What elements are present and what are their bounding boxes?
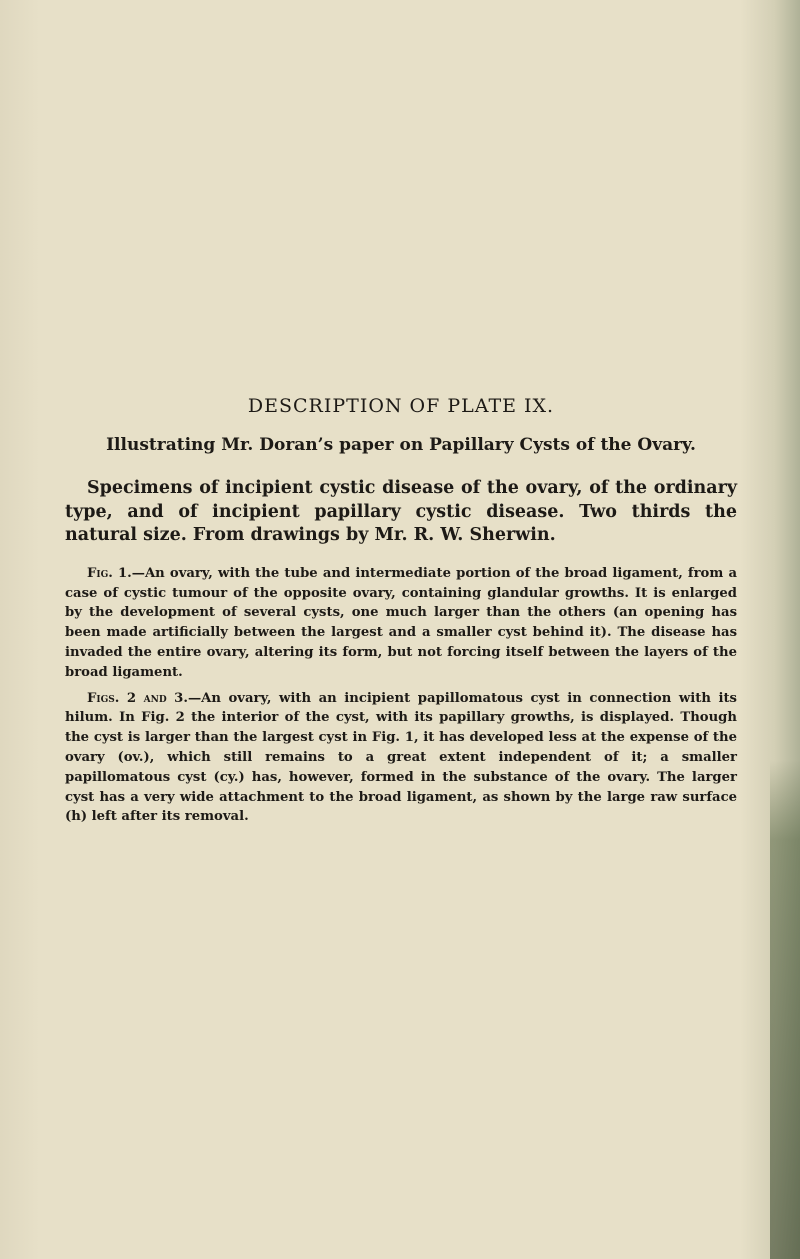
figure-1-label: Fig. 1. (87, 565, 132, 581)
figures-2-3-label: Figs. 2 and 3. (87, 690, 188, 706)
plate-intro: Specimens of incipient cystic disease of the ovary, of the ordinary type, and of incipient papillary cystic disease. Two thirds the natural size. From drawings by Mr. R. W. Sherwin. (65, 478, 737, 546)
plate-description (65, 395, 737, 833)
figures-2-3-description (65, 689, 737, 828)
figures-2-3-text: —An ovary, with an incipient papillomatous cyst in connection with its hilum. In Fig. 2 the interior of the cyst, with its papillary growths, is displayed. Though the cyst is larger than the largest cyst in Fig. 1, it has developed less at the expense of the ovary (ov.), which still remains to a great extent independent of it; a smaller papillomatous cyst (cy.) has, however, formed in the substance of the ovary. The larger cyst has a very wide attachment to the broad ligament, as shown by the large raw surface (h) left after its removal. (65, 690, 737, 825)
figure-1-description (65, 564, 737, 683)
figure-1-text: —An ovary, with the tube and intermediate portion of the broad ligament, from a case of cystic tumour of the opposite ovary, containing glandular growths. It is enlarged by the development of several cysts, one much larger than the others (an opening has been made artificially between the largest and a smaller cyst behind it). The disease has invaded the entire ovary, altering its form, but not forcing itself between the layers of the broad ligament. (65, 565, 737, 680)
plate-subtitle: Illustrating Mr. Doran’s paper on Papillary Cysts of the Ovary. (106, 435, 696, 455)
plate-title: DESCRIPTION OF PLATE IX. (247, 395, 555, 417)
page-edge-stain (770, 760, 800, 1259)
